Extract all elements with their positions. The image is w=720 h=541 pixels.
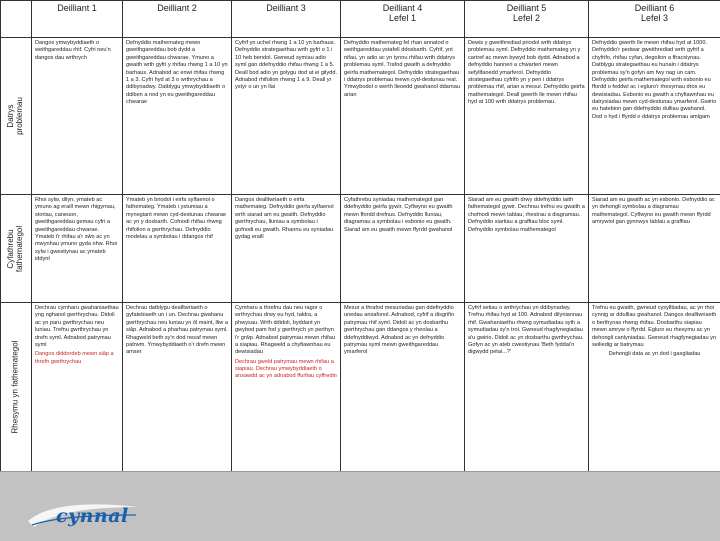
cynnal-logo [26, 501, 140, 531]
outcome-cell [465, 38, 589, 195]
column-header-3 [232, 1, 341, 38]
cell-text: Trefnu eu gwaith, gwneud cysylltiadau, ac yn rhoi cynnig ar ddulliau gwahanol. Dangos dealltwriaeth o berthynas rhwng rhifau. Dosbarthu siapiau mewn amryw o ffyrdd. Egluro eu rhesymu ac yn dehongli canlyniadau. Gwneud rhagfynegiadau yn seiliedig ar batrymau [592, 305, 717, 349]
column-header-label: Deilliant 2 [157, 3, 197, 13]
cell-text: Defnyddio mathemateg fel rhan annatod o weithgareddau ystafell ddosbarth. Cyfrif, ynt nifau, yn adio ac yn tynnu rhifau wrth ddatrys problemau syml. Trafod gwaith a defnyddio geirfa mathemategol. Defnyddio strategaethau i ddatrys problemau mewn cyd-destunau real. Ymwybodol o werth lleoedd gwahanol ddarnau arian [344, 40, 461, 99]
outcome-row [1, 38, 720, 195]
outcome-cell [123, 195, 232, 303]
cell-text: Dechrau cymharu gwahaniaethau yng nghanol gwrthrychau. Didoli ac yn paru gwrthrychau neu luniau. Trefnu gwrthrychau yn drefn syml. Adnabod patrymau syml [35, 305, 119, 349]
cell-text: Dangos ymwybyddiaeth o weithgareddau rhif. Cyfri neu'n dangos dau wrthrych [35, 40, 119, 62]
cell-text: Cyfrif yn uchel rhwng 1 a 10 yn barhaus. Defnyddio strategaethau wrth gyfri o 1 i 10 heb bendol. Gwneud symiau adio syml gan ddefnyddio rhifau rhwng 1 a 5. Deall bod adio yn golygu dod at ei gilydd. Adnabod rhifolion rhwng 1 a 9. Deall yr ystyr o un yn llai [235, 40, 337, 92]
outcome-cell [32, 38, 123, 195]
cell-text: Cymharu a threfnu dau neu ragor o wrthrychau drwy eu hyd, taldra, a phwysau. Wrth ddidoli, byddant yn gwybod pam fod y gwrthrych yn perthyn i'r grŵp. Adnabod patrymau mewn rhifau a siapiau. Rhagweld a chyfiawnhau eu dewisiadau [235, 305, 337, 357]
outcome-row [1, 303, 720, 472]
logo-text: cynnal [56, 505, 129, 527]
outcome-row [1, 195, 720, 303]
row-header [1, 195, 32, 303]
cell-text: Ymateb yn briodol i eirfa sylfaenol o fathemateg. Ymateb i ystumiau a mynegiant mewn cyd-destunau chwarae ac yn y dosbarth. Cofnodi rhifau rhwng rhifolion a gwrthrychau. Defnyddio modelau a symbolau i ddangos rhif [126, 197, 228, 241]
column-header-5 [465, 1, 589, 38]
column-header-6 [589, 1, 720, 38]
cell-text: Dewis y gweithrediad priodol wrth ddatrys problemau syml. Defnyddio mathemateg yn y cartref ac mewn bywyd bob dydd. Adnabod a defnyddio hanneri a chwarteri mewn sefyllfaoedd ymarferol. Defnyddio strategaethau cyfrifo yn y pen i ddatrys problemau rhif, arian a mesur. Defnyddio geirfa mathemategol. Deall gwerth lle mewn rhifau hyd at 100 wrth ddatrys problemau. [468, 40, 585, 106]
cell-text: Rhoi sylw, dilyn, ymateb ac ymuno ag eraill mewn rhigymau, storiau, caneuon, gweithgareddau gemau cyfri a gweithgareddau chwarae. Ymateb i'r rhifau a'r sŵn ac yn mwynhau ymuno gyda nhw. Rhoi sylw i gwestiynau ac ymateb iddynt [35, 197, 119, 263]
outcome-cell [589, 38, 720, 195]
cell-text: Cyfrif setiau o wrthrychau yn ddibynadwy. Trefnu rhifau hyd at 100. Adnabod dilyniannau rhif. Gwahaniaethu rhwng symudiadau syth a symudiadau sy'n troi. Gwneud rhagfynegiadau a'u gwirio. Didoli ac yn dosbarthu gwrthrychau. Gofyn ac yn ateb cwestiynau 'Beth fyddai'n digwydd petai...?' [468, 305, 585, 357]
cell-text: Defnyddio mathemateg mewn gweithgareddau bob dydd a gweithgareddau chwarae. Ymuno a gwaith wrth gyfri y rhifau rhwng 1 a 10 yn barhaus. Adnabod ac enwi rhifau rhwng 1 a 3. Cyfri hyd at 3 o wrthrychau a ddibynadwy. Datblygu ymwybyddiaeth o ddiben a nod yn eu gweithgareddau chwarae [126, 40, 228, 106]
cell-text: Dechrau datblygu dealltwriaeth o gyfatebiaeth un i un. Dechrau gwahanu gwrthrychau neu luniau yn ôl maint, lliw a siâp. Adnabod a pharhau patrymau syml. Rhagweld beth sy'n dod nesaf mewn patrwm. Ymwybyddiaeth o'r drefn mewn amser [126, 305, 228, 357]
footer-band [0, 471, 720, 541]
column-header-label: Deilliant 1 [57, 3, 97, 13]
column-header-2 [123, 1, 232, 38]
cell-text: Dechrau gweld patrymau mewn rhifau a siapiau. Dechrau ymwybyddiaeth o ansawdd ac yn adnabod ffurfiau cyffredin [235, 359, 337, 381]
outcome-cell [232, 303, 341, 472]
outcome-cell [232, 38, 341, 195]
outcome-cell [341, 303, 465, 472]
corner-cell [1, 1, 32, 38]
outcome-cell [123, 303, 232, 472]
outcome-cell [32, 195, 123, 303]
row-header [1, 303, 32, 472]
column-header-label: Deilliant 3 [266, 3, 306, 13]
outcome-cell [589, 195, 720, 303]
row-header-label: Rhesymu yn fathemategol [12, 341, 21, 434]
cell-text: Defnyddio gwerth lle mewn rhifau hyd at 1000. Defnyddio'r pedwar gweithrediad wrth gyfrif a chyfrifo, rhifau cyfan, degolion a ffracsiynau. Datblygu strategaethau eu hunain i ddatrys problemau sy'n gofyn am fwy nag un cam. Defnyddio geirfa mathemategol wrth esbonio eu ffordd o feddwl ac i egluro'r rhesymau dros eu dewisiadau. Esbonio eu gwaith a chyfiawnhau eu datrysiadau mewn cyd-destunau ymarferol. Gwirio eu hatebion gan ddefnyddio dulliau gwahanol. Dod o hyd i ffyrdd o ddatrys problemau amlgam [592, 40, 717, 121]
outcome-cell [589, 303, 720, 472]
cell-text: Dehongli data ac yn dod i gasgliadau [592, 351, 717, 358]
column-header-4 [341, 1, 465, 38]
cell-text: Cyfathrebu syniadau mathemategol gan ddefnyddio geirfa gywir. Cyflwyno eu gwaith mewn ffordd drefnus. Defnyddio lluniau, diagramau a symbolau i esbonio eu gwaith. Siarad am eu gwaith mewn ffyrdd gwahanol [344, 197, 461, 234]
outcome-cell [465, 303, 589, 472]
row-header [1, 38, 32, 195]
header-row [1, 1, 720, 38]
outcome-cell [341, 38, 465, 195]
row-header-label: Datrys problemau [7, 97, 25, 135]
cell-text: Siarad am eu gwaith ac yn esbonio. Defnyddio ac yn dehongli symbolau a diagramau mathemategol. Cyflwyno eu gwaith mewn ffyrdd amrywiol gan gynnwys tablau a graffiau [592, 197, 717, 227]
column-header-label: Deilliant 5 Lefel 2 [507, 3, 547, 23]
outcome-cell [32, 303, 123, 472]
cell-text: Dangos diddordeb mewn siâp a threfn gwrthrychau [35, 351, 119, 366]
outcome-cell [465, 195, 589, 303]
column-header-label: Deilliant 6 Lefel 3 [635, 3, 675, 23]
outcome-cell [232, 195, 341, 303]
column-header-label: Deilliant 4 Lefel 1 [383, 3, 423, 23]
cell-text: Siarad am eu gwaith drwy ddefnyddio iaith fathemategol gywir. Dechrau trefnu eu gwaith a chofnodi mewn tablau, rhestrau a diagramau. Defnyddio siartiau a graffiau bloc syml. Defnyddio symbolau mathemategol [468, 197, 585, 234]
column-header-1 [32, 1, 123, 38]
outcome-cell [341, 195, 465, 303]
cell-text: Mesur a thrafod mesuriadau gan ddefnyddio unedau ansafonol. Adnabod, cyfrif a disgrifio patrymau rhif syml. Didoli ac yn dosbarthu gwrthrychau gan ddangos y rheolau a ddefnyddiwyd. Adnabod ac yn defnyddio patrymau syml mewn gweithgareddau ymarferol [344, 305, 461, 357]
cell-text: Dangos dealltwriaeth o eirfa mathemateg. Defnyddio geirfa sylfaenol wrth siarad am eu gwaith. Defnyddio gwrthrychau, lluniau a symbolau i gofnodi eu gwaith. Rhannu eu syniadau gydag eraill [235, 197, 337, 241]
outcome-cell [123, 38, 232, 195]
row-header-label: Cyfathrebu fathemategol [7, 225, 25, 271]
